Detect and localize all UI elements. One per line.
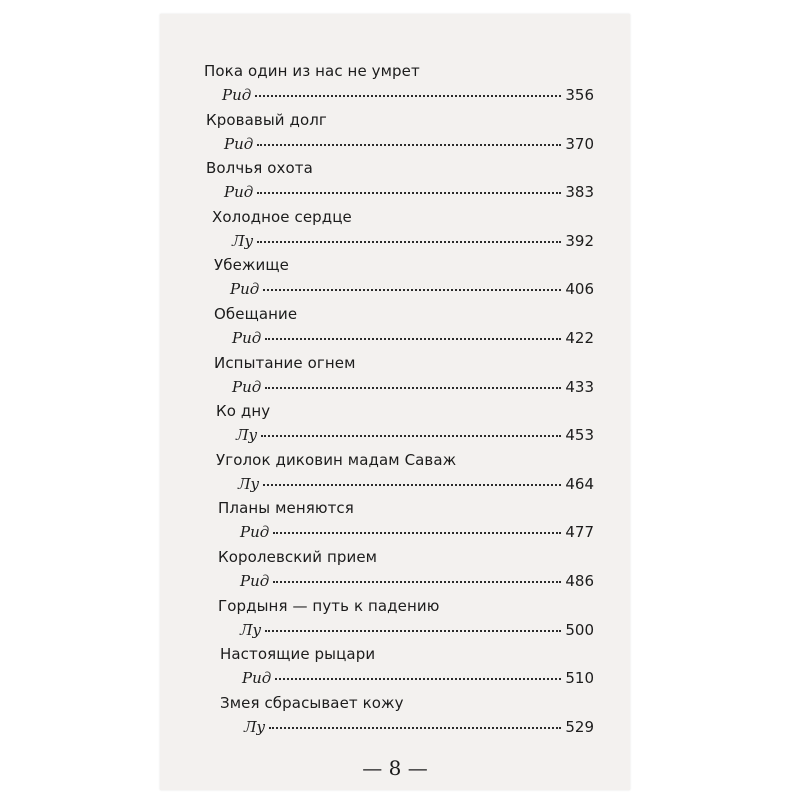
- chapter-narrator: Рид: [230, 280, 260, 299]
- author-page-line: [240, 621, 594, 641]
- author-page-line: [242, 669, 594, 689]
- chapter-narrator: Лу: [244, 717, 266, 736]
- page-number-folio: — 8 —: [362, 756, 428, 780]
- chapter-title: Уголок диковин мадам Саваж: [216, 450, 457, 469]
- author-page-line: [230, 280, 594, 300]
- toc-entry: [160, 548, 630, 596]
- chapter-title: Королевский прием: [218, 548, 378, 566]
- author-page-line: [224, 183, 594, 203]
- author-page-line: [240, 572, 594, 592]
- author-page-line: [232, 232, 594, 252]
- chapter-narrator: Рид: [224, 183, 254, 202]
- dot-leader: [257, 144, 561, 146]
- dot-leader: [257, 192, 561, 194]
- toc-entry: [160, 499, 630, 547]
- toc-entry: [160, 597, 630, 645]
- chapter-narrator: Рид: [224, 134, 254, 153]
- dot-leader: [269, 727, 561, 729]
- chapter-page-number: 370: [565, 134, 594, 153]
- dot-leader: [261, 435, 561, 437]
- toc-entry: [160, 62, 630, 110]
- chapter-title: Ко дну: [216, 402, 271, 421]
- chapter-title: Планы меняются: [218, 499, 354, 518]
- chapter-page-number: 529: [565, 717, 594, 736]
- book-page: [160, 14, 630, 790]
- dot-leader: [263, 289, 561, 291]
- chapter-page-number: 500: [565, 620, 594, 639]
- author-page-line: [224, 135, 594, 155]
- chapter-page-number: 433: [565, 377, 594, 396]
- chapter-narrator: Лу: [232, 231, 254, 250]
- dot-leader: [273, 581, 561, 583]
- author-page-line: [236, 426, 594, 446]
- chapter-page-number: 383: [565, 183, 594, 202]
- chapter-narrator: Рид: [232, 329, 262, 347]
- toc-entry: [160, 402, 630, 450]
- chapter-narrator: Рид: [242, 669, 272, 688]
- author-page-line: [244, 718, 594, 738]
- chapter-title: Пока один из нас не умрет: [204, 62, 420, 80]
- chapter-title: Волчья охота: [206, 159, 313, 178]
- author-page-line: [240, 523, 594, 543]
- toc-entry: [160, 256, 630, 304]
- chapter-title: Змея сбрасывает кожу: [220, 693, 404, 712]
- toc-entry: [160, 111, 630, 159]
- toc-entry: [160, 645, 630, 693]
- dot-leader: [265, 338, 561, 340]
- chapter-page-number: 510: [565, 669, 594, 688]
- author-page-line: [222, 86, 594, 106]
- chapter-narrator: Рид: [232, 377, 262, 396]
- author-page-line: [232, 329, 594, 349]
- chapter-title: Испытание огнем: [214, 353, 356, 372]
- toc-entry: [160, 694, 630, 742]
- chapter-narrator: Лу: [240, 620, 262, 639]
- author-page-line: [238, 475, 594, 495]
- chapter-narrator: Лу: [238, 474, 260, 493]
- chapter-title: Настоящие рыцари: [220, 645, 376, 664]
- chapter-narrator: Лу: [236, 426, 258, 445]
- chapter-page-number: 453: [565, 426, 594, 445]
- toc-entry: [160, 354, 630, 402]
- dot-leader: [265, 387, 561, 389]
- chapter-page-number: 464: [565, 474, 594, 493]
- toc-entry: [160, 208, 630, 256]
- chapter-page-number: 356: [565, 86, 594, 104]
- chapter-title: Гордыня — путь к падению: [218, 596, 440, 615]
- dot-leader: [273, 532, 561, 534]
- table-of-contents: [160, 14, 630, 790]
- chapter-page-number: 406: [565, 280, 594, 299]
- dot-leader: [263, 484, 561, 486]
- chapter-title: Обещание: [214, 305, 298, 323]
- dot-leader: [257, 241, 561, 243]
- chapter-page-number: 422: [565, 329, 594, 347]
- toc-entry: [160, 305, 630, 353]
- chapter-narrator: Рид: [240, 523, 270, 542]
- chapter-narrator: Рид: [240, 572, 270, 590]
- chapter-page-number: 477: [565, 523, 594, 542]
- chapter-page-number: 392: [565, 231, 594, 250]
- chapter-page-number: 486: [565, 572, 594, 590]
- dot-leader: [255, 95, 561, 97]
- dot-leader: [275, 678, 561, 680]
- toc-entry: [160, 159, 630, 207]
- chapter-title: Убежище: [214, 256, 289, 275]
- chapter-title: Холодное сердце: [212, 207, 352, 226]
- chapter-narrator: Рид: [222, 86, 252, 104]
- chapter-title: Кровавый долг: [206, 110, 327, 129]
- dot-leader: [265, 630, 561, 632]
- toc-entry: [160, 451, 630, 499]
- author-page-line: [232, 378, 594, 398]
